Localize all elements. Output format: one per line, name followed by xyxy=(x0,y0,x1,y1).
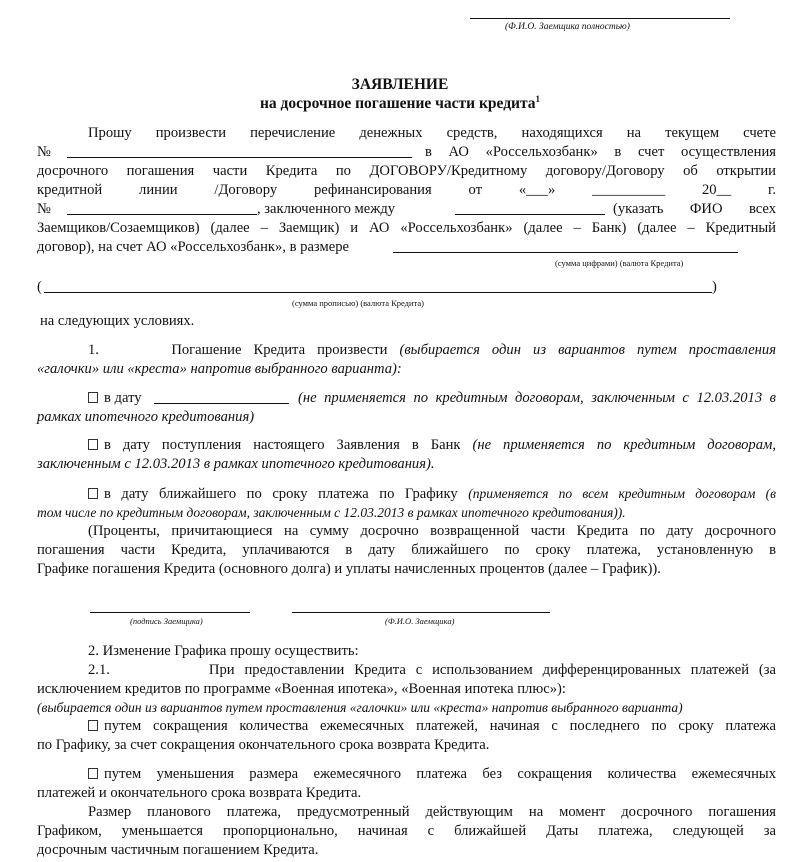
s1-option-schedule-note: (применяется по всем кредитным договорам (в xyxy=(468,486,776,501)
s2-1-note: (выбирается один из вариантов путем проставления «галочки» или «креста» напротив выбранного варианта) xyxy=(37,700,683,715)
s2-option-reduce-count[interactable] xyxy=(88,717,776,736)
document-title: ЗАЯВЛЕНИЕ xyxy=(351,76,449,93)
s2-payment-line-2: Графиком, уменьшается пропорционально, начиная с ближайшей Даты платежа, следующей за xyxy=(37,823,776,839)
repayment-date-field[interactable] xyxy=(154,403,289,404)
s1-interest-line-3: Графике погашения Кредита (основного долга) и уплаты начисленных процентов (далее – График)). xyxy=(37,561,661,577)
signature-field[interactable] xyxy=(90,612,250,613)
s1-option-schedule-label: в дату ближайшего по сроку платежа по Графику xyxy=(104,486,458,502)
s1-option-date-note: (не применяется по кредитным договорам, заключенным с 12.03.2013 в xyxy=(298,390,776,406)
section-1-note: (выбирается один из вариантов путем проставления xyxy=(399,342,776,358)
applicant-name-caption: (Ф.И.О. Заемщика полностью) xyxy=(505,22,630,32)
paren-open: ( xyxy=(37,279,42,295)
s1-interest-line-1: (Проценты, причитающиеся на сумму досрочно возвращенной части Кредита по дату досрочного xyxy=(88,523,776,539)
checkbox-date[interactable] xyxy=(88,392,98,403)
checkbox-receipt[interactable] xyxy=(88,439,98,450)
intro-line-2 xyxy=(37,143,776,162)
borrower-names-field[interactable] xyxy=(455,214,605,215)
amount-digits-caption: (сумма цифрами) (валюта Кредита) xyxy=(555,258,684,268)
section-1-heading xyxy=(88,341,776,360)
s1-option-schedule[interactable] xyxy=(88,484,776,504)
checkbox-schedule[interactable] xyxy=(88,488,98,499)
section-1-note-2: «галочки» или «креста» напротив выбранного варианта): xyxy=(37,361,402,377)
signer-name-field[interactable] xyxy=(292,612,550,613)
amount-digits-field[interactable] xyxy=(393,252,738,253)
s2-1-text: При предоставлении Кредита с использованием дифференцированных платежей (за xyxy=(208,662,777,678)
footnote-mark: 1 xyxy=(535,94,541,104)
s2-payment-line-3: досрочным частичным погашением Кредита. xyxy=(37,842,319,858)
s2-1-number: 2.1. xyxy=(88,662,110,678)
paren-close: ) xyxy=(712,279,717,295)
intro-line-1: Прошу произвести перечисление денежных средств, находящихся на текущем счете xyxy=(88,125,776,141)
s1-option-date-label: в дату xyxy=(104,390,142,406)
section-1-number: 1. xyxy=(88,342,99,358)
intro-line-4: кредитной линии /Договору рефинансирования от «___» __________ 20__ г. xyxy=(37,182,776,198)
section-1-title: Погашение Кредита произвести xyxy=(171,342,388,358)
s1-option-receipt[interactable] xyxy=(88,436,776,455)
concluded-between-text: , заключенного между xyxy=(257,201,396,217)
s1-option-receipt-label: в дату поступления настоящего Заявления в Банк xyxy=(104,437,461,453)
subtitle-text: на досрочное погашение части кредита xyxy=(259,95,536,113)
section-2-heading: 2. Изменение Графика прошу осуществить: xyxy=(88,643,359,659)
s1-option-schedule-note-2: том числе по кредитным договорам, заключенным с 12.03.2013 в рамках ипотечного кредитования)). xyxy=(37,505,626,520)
contract-number-field[interactable] xyxy=(67,214,257,215)
s2-payment-line-1: Размер планового платежа, предусмотренный действующим на момент досрочного погашения xyxy=(88,804,776,820)
s2-option-reduce-amount[interactable] xyxy=(88,765,776,784)
s2-1-line-1 xyxy=(88,661,776,680)
s2-option-reduce-count-text: путем сокращения количества ежемесячных платежей, начиная с последнего по сроку платежа xyxy=(104,718,776,734)
checkbox-reduce-amount[interactable] xyxy=(88,768,98,779)
s2-option-reduce-count-2: по Графику, за счет сокращения окончательного срока возврата Кредита. xyxy=(37,737,490,753)
s1-option-date-note-2: рамках ипотечного кредитования) xyxy=(37,409,255,425)
contract-number-label: № xyxy=(37,201,51,217)
signature-caption: (подпись Заемщика) xyxy=(130,616,203,626)
applicant-name-line[interactable] xyxy=(470,18,730,19)
amount-words-caption: (сумма прописью) (валюта Кредита) xyxy=(292,298,424,308)
intro-line-6: Заемщиков/Созаемщиков) (далее – Заемщик) и АО «Россельхозбанк» (далее – Банк) (далее – Кредитный xyxy=(37,220,776,236)
intro-line-3: досрочного погашения части Кредита по ДОГОВОРУ/Кредитному договору/Договору об открытии xyxy=(37,163,776,179)
s1-option-date-row xyxy=(88,389,142,408)
s2-option-reduce-amount-2: платежей и окончательного срока возврата Кредита. xyxy=(37,785,362,801)
checkbox-reduce-count[interactable] xyxy=(88,720,98,731)
account-number-label: № xyxy=(37,144,51,160)
s2-option-reduce-amount-text: путем уменьшения размера ежемесячного платежа без сокращения количества ежемесячных xyxy=(104,766,776,782)
document-subtitle xyxy=(0,94,800,113)
s1-option-receipt-note-2: заключенным с 12.03.2013 в рамках ипотечного кредитования). xyxy=(37,456,435,472)
account-number-field[interactable] xyxy=(67,157,412,158)
intro-line-7: договор), на счет АО «Россельхозбанк», в размере xyxy=(37,239,349,255)
s1-interest-line-2: погашения части Кредита, уплачиваются в дату ближайшего по сроку платежа, установленную в xyxy=(37,542,776,558)
intro-line-5 xyxy=(37,200,776,219)
s1-option-receipt-note: (не применяется по кредитным договорам, xyxy=(472,437,776,453)
intro-line-2-text: в АО «Россельхозбанк» в счет осуществления xyxy=(425,144,776,160)
s1-option-date[interactable] xyxy=(88,389,776,408)
conditions-line: на следующих условиях. xyxy=(40,313,195,329)
amount-words-field[interactable] xyxy=(44,292,712,293)
specify-names-text: (указать ФИО всех xyxy=(613,201,776,217)
s2-1-line-2: исключением кредитов по программе «Военная ипотека», «Военная ипотека плюс»): xyxy=(37,681,566,697)
signer-name-caption: (Ф.И.О. Заемщика) xyxy=(385,616,455,626)
